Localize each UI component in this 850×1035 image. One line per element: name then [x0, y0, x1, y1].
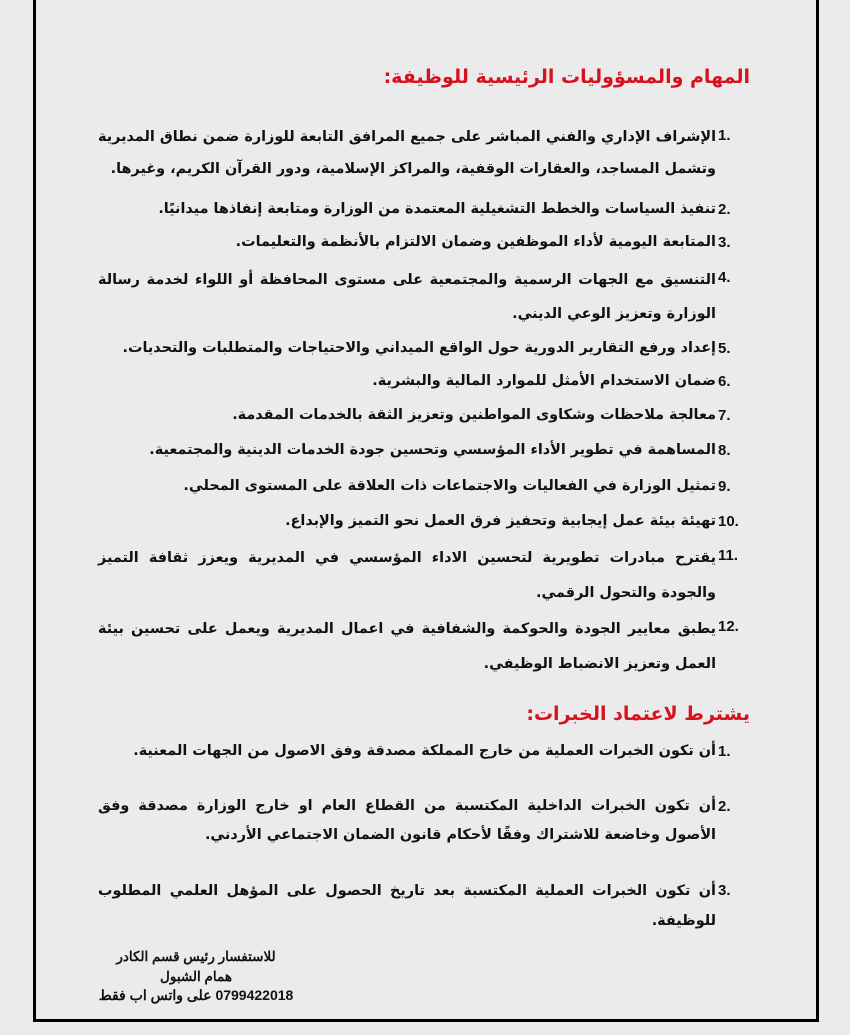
duty-item-4: [98, 263, 750, 331]
item-number: 5.: [718, 340, 731, 357]
duty-item-1: [98, 121, 750, 185]
item-text: معالجة ملاحظات وشكاوى المواطنين وتعزيز الثقة بالخدمات المقدمة.: [232, 407, 716, 423]
item-number: 2.: [718, 201, 731, 218]
item-text: التنسيق مع الجهات الرسمية والمجتمعية على مستوى المحافظة أو اللواء لخدمة رسالة الوزارة وتعزيز الوعي الديني.: [98, 272, 716, 322]
item-number: 11.: [718, 547, 739, 564]
experience-item-3: [98, 876, 750, 936]
item-text: المساهمة في تطوير الأداء المؤسسي وتحسين جودة الخدمات الدينية والمجتمعية.: [149, 442, 716, 458]
duty-item-7: [98, 401, 750, 430]
duty-item-6: [98, 367, 750, 396]
experience-section-title: يشترط لاعتماد الخبرات:: [526, 703, 750, 725]
item-text: المتابعة اليومية لأداء الموظفين وضمان الالتزام بالأنظمة والتعليمات.: [235, 234, 716, 250]
duty-item-9: [98, 472, 750, 501]
item-text: أن تكون الخبرات العملية من خارج المملكة مصدقة وفق الاصول من الجهات المعنية.: [133, 743, 716, 759]
contact-info: [96, 947, 296, 1006]
item-text: يطبق معايير الجودة والحوكمة والشفافية في اعمال المديرية ويعمل على تحسين بيئة العمل وتعزيز الانضباط الوظيفي.: [98, 621, 716, 672]
item-text: أن تكون الخبرات الداخلية المكتسبة من القطاع العام او خارج الوزارة مصدقة وفق الأصول وخاضعة للاشتراك وفقًا لأحكام قانون الضمان الاجتماعي الأردني.: [98, 798, 716, 843]
item-number: 10.: [718, 513, 739, 530]
item-number: 1.: [718, 743, 731, 760]
duty-item-12: [98, 612, 750, 682]
phone-number: 0799422018: [215, 987, 294, 1003]
contact-name: همام الشبول: [160, 968, 232, 984]
item-number: 7.: [718, 407, 731, 424]
item-number: 3.: [718, 234, 731, 251]
item-number: 3.: [718, 882, 731, 899]
contact-line-1: للاستفسار رئيس قسم الكادر: [116, 949, 276, 964]
duty-item-3: [98, 228, 750, 257]
duty-item-8: [98, 436, 750, 465]
item-number: 6.: [718, 373, 731, 390]
duty-item-10: [98, 507, 750, 536]
duties-section-title: المهام والمسؤوليات الرئيسية للوظيفة:: [383, 66, 750, 88]
item-number: 8.: [718, 442, 731, 459]
whatsapp-only-label: على واتس اب فقط: [98, 987, 212, 1003]
item-text: تمثيل الوزارة في الفعاليات والاجتماعات ذات العلاقة على المستوى المحلي.: [183, 478, 716, 494]
item-number: 1.: [718, 127, 731, 144]
item-number: 12.: [718, 618, 739, 635]
item-number: 2.: [718, 798, 731, 815]
item-text: تهيئة بيئة عمل إيجابية وتحفيز فرق العمل نحو التميز والإبداع.: [285, 513, 716, 529]
item-text: الإشراف الإداري والفني المباشر على جميع المرافق التابعة للوزارة ضمن نطاق المديرية وتشمل المساجد، والعقارات الوقفية، والمراكز الإسلامية، ودور القرآن الكريم، وغيرها.: [98, 129, 716, 177]
item-text: تنفيذ السياسات والخطط التشغيلية المعتمدة من الوزارة ومتابعة إنفاذها ميدانيًا.: [158, 201, 716, 217]
item-number: 4.: [718, 269, 731, 286]
item-text: ضمان الاستخدام الأمثل للموارد المالية والبشرية.: [372, 373, 716, 389]
item-text: أن تكون الخبرات العملية المكتسبة بعد تاريخ الحصول على المؤهل العلمي المطلوب للوظيفة.: [98, 883, 716, 929]
item-number: 9.: [718, 478, 731, 495]
experience-item-2: [98, 792, 750, 850]
duty-item-11: [98, 541, 750, 611]
experience-item-1: [98, 737, 750, 766]
contact-phone-line: [96, 986, 296, 1006]
item-text: إعداد ورفع التقارير الدورية حول الواقع الميداني والاحتياجات والمتطلبات والتحديات.: [122, 340, 716, 356]
duty-item-5: [98, 334, 750, 363]
duty-item-2: [98, 195, 750, 224]
item-text: يقترح مبادرات تطويرية لتحسين الاداء المؤسسي في المديرية ويعزز ثقافة التميز والجودة والتحول الرقمي.: [98, 550, 716, 601]
